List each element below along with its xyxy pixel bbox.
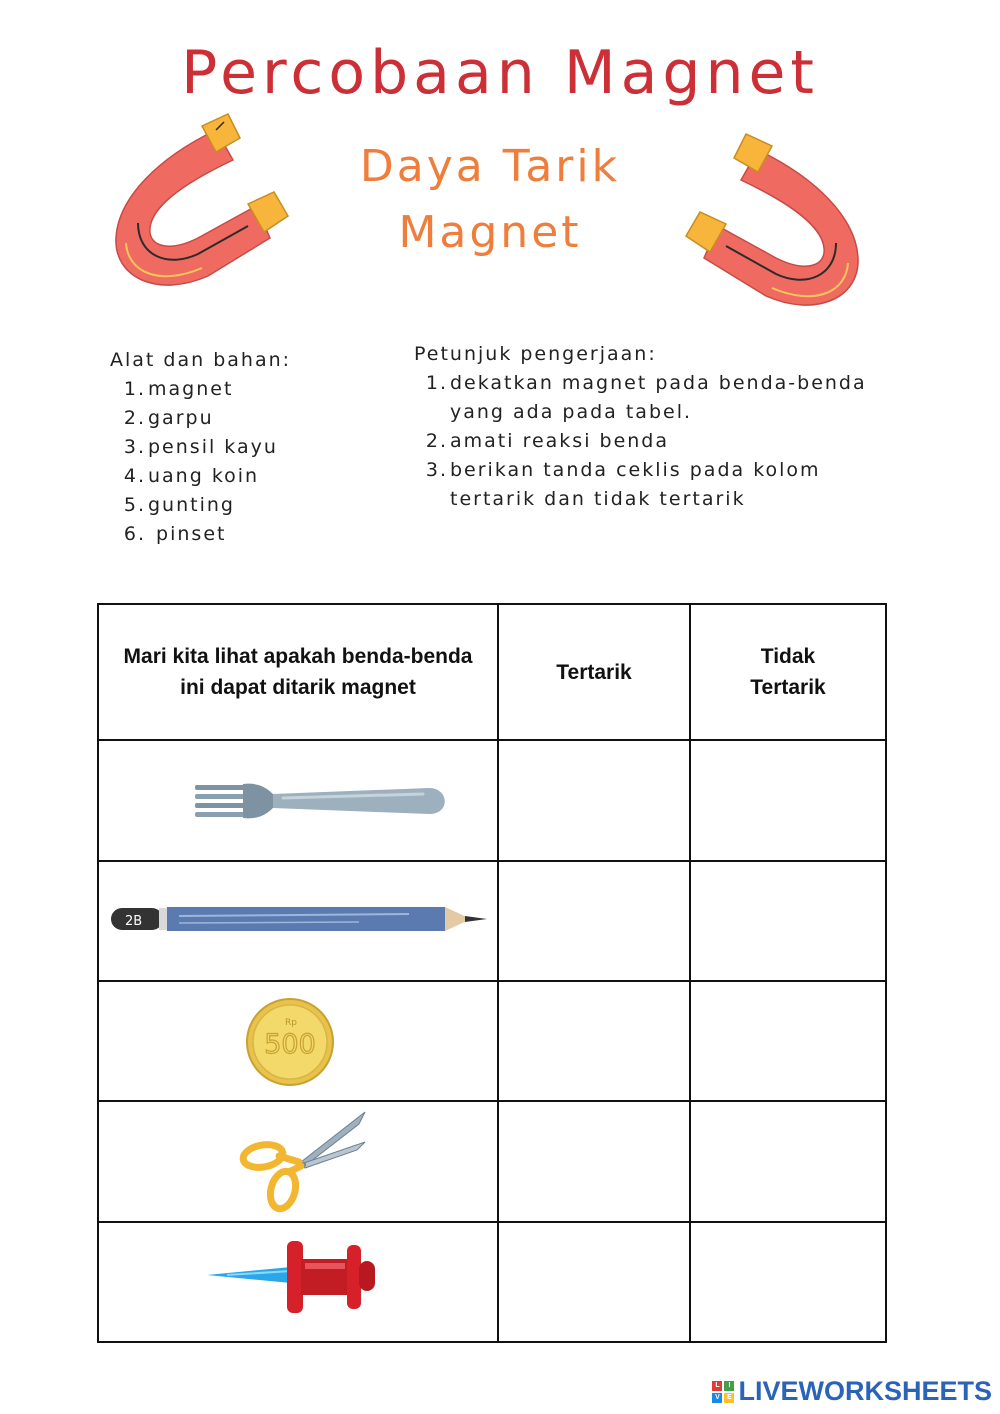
- object-cell: [98, 981, 498, 1101]
- object-cell: [98, 1222, 498, 1342]
- object-cell: [98, 861, 498, 981]
- pencil-icon: [109, 904, 489, 934]
- attracted-cell[interactable]: [498, 1222, 690, 1342]
- pencil-grade-label: 2B: [125, 913, 143, 929]
- subtitle-line-2: Magnet: [398, 207, 582, 258]
- table-row: [98, 861, 886, 981]
- coin-currency-label: Rp: [285, 1018, 297, 1029]
- scissors-icon: [239, 1110, 371, 1214]
- materials-list: [110, 346, 390, 549]
- not-attracted-cell[interactable]: [690, 861, 886, 981]
- instructions-heading: Petunjuk pengerjaan:: [414, 343, 657, 365]
- list-item: 6. pinset: [123, 523, 227, 545]
- header-attracted: Tertarik: [498, 604, 690, 740]
- page-title: Percobaan Magnet: [181, 38, 819, 108]
- liveworksheets-logo: [712, 1376, 992, 1407]
- page-subtitle: [280, 134, 700, 266]
- not-attracted-cell[interactable]: [690, 740, 886, 860]
- pushpin-icon: [207, 1239, 379, 1317]
- instructions-list: [414, 340, 884, 514]
- coin-icon: [245, 997, 335, 1087]
- logo-grid-icon: L I V E: [712, 1381, 734, 1403]
- table-row: [98, 981, 886, 1101]
- coin-value-label: 500: [264, 1029, 316, 1061]
- table-header-row: [98, 604, 886, 740]
- not-attracted-cell[interactable]: [690, 1222, 886, 1342]
- table-row: [98, 1101, 886, 1221]
- magnet-left-icon: [98, 108, 298, 298]
- brand-name: LIVEWORKSHEETS: [738, 1376, 992, 1406]
- list-item: 3. berikan tanda ceklis pada kolom tertarik dan tidak tertarik: [425, 459, 821, 510]
- list-item: 2. garpu: [123, 407, 214, 429]
- fork-icon: [193, 780, 455, 822]
- header-not-attracted: Tidak Tertarik: [690, 604, 886, 740]
- header-object: Mari kita lihat apakah benda-benda ini dapat ditarik magnet: [98, 604, 498, 740]
- subtitle-line-1: Daya Tarik: [359, 141, 621, 192]
- magnet-right-icon: [676, 128, 876, 318]
- attracted-cell[interactable]: [498, 740, 690, 860]
- object-cell: [98, 1101, 498, 1221]
- list-item: 4. uang koin: [123, 465, 260, 487]
- list-item: 2. amati reaksi benda: [425, 430, 670, 452]
- list-item: 1. magnet: [123, 378, 234, 400]
- list-item: 3. pensil kayu: [123, 436, 278, 458]
- not-attracted-cell[interactable]: [690, 1101, 886, 1221]
- attracted-cell[interactable]: [498, 861, 690, 981]
- attracted-cell[interactable]: [498, 981, 690, 1101]
- attracted-cell[interactable]: [498, 1101, 690, 1221]
- list-item: 1. dekatkan magnet pada benda-benda yang ada pada tabel.: [425, 372, 867, 423]
- table-row: [98, 1222, 886, 1342]
- worksheet-table: [97, 603, 887, 1343]
- list-item: 5. gunting: [123, 494, 235, 516]
- not-attracted-cell[interactable]: [690, 981, 886, 1101]
- table-row: [98, 740, 886, 860]
- object-cell: [98, 740, 498, 860]
- materials-heading: Alat dan bahan:: [110, 349, 292, 371]
